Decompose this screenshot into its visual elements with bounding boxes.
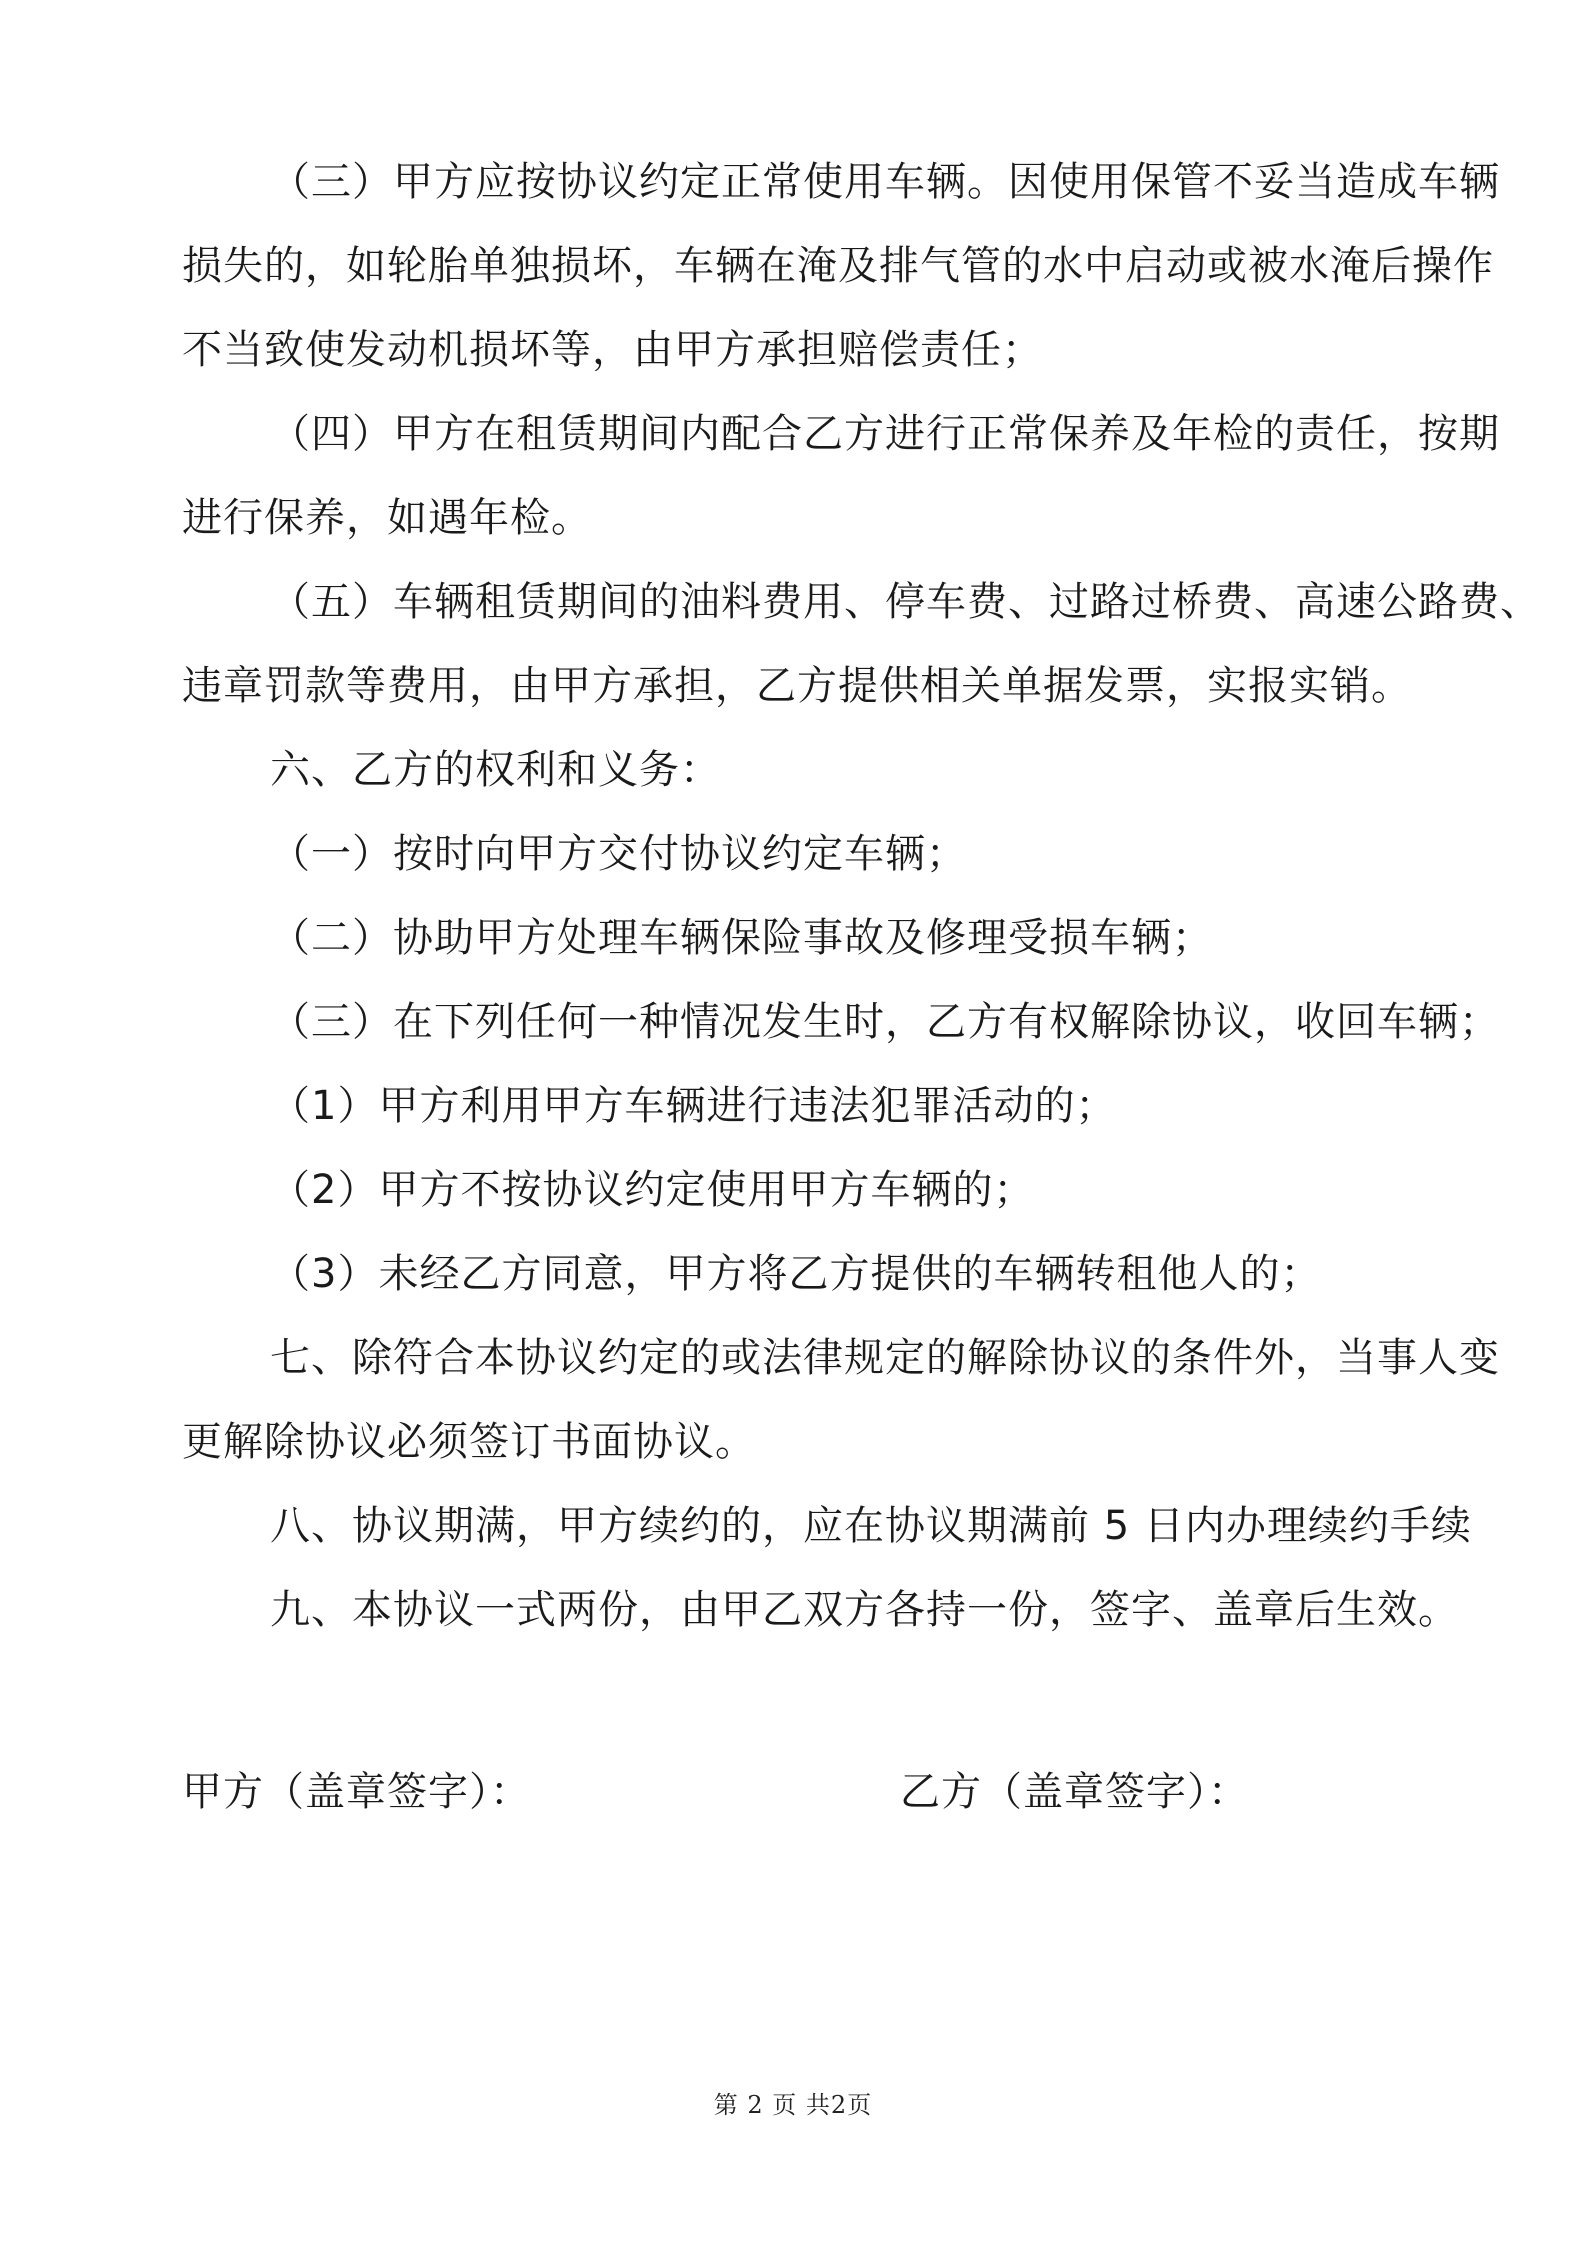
paragraph-line: 损失的，如轮胎单独损坏，车辆在淹及排气管的水中启动或被水淹后操作: [182, 243, 1494, 289]
paragraph-line: （2）甲方不按协议约定使用甲方车辆的；: [270, 1167, 1035, 1213]
paragraph-line: 不当致使发动机损坏等，由甲方承担赔偿责任；: [182, 327, 1043, 373]
paragraph-line: 进行保养，如遇年检。: [182, 495, 592, 541]
section-heading: 九、本协议一式两份，由甲乙双方各持一份，签字、盖章后生效。: [270, 1587, 1459, 1633]
paragraph-line: （四）甲方在租赁期间内配合乙方进行正常保养及年检的责任，按期: [270, 411, 1500, 457]
paragraph-line: 违章罚款等费用，由甲方承担，乙方提供相关单据发票，实报实销。: [182, 663, 1412, 709]
paragraph-line: 更解除协议必须签订书面协议。: [182, 1419, 756, 1465]
section-heading: 六、乙方的权利和义务：: [270, 747, 721, 793]
section-heading: 八、协议期满，甲方续约的，应在协议期满前 5 日内办理续约手续: [270, 1503, 1472, 1549]
section-heading: 七、除符合本协议约定的或法律规定的解除协议的条件外，当事人变: [270, 1335, 1500, 1381]
paragraph-line: （五）车辆租赁期间的油料费用、停车费、过路过桥费、高速公路费、: [270, 579, 1541, 625]
signature-party-b: 乙方（盖章签字）：: [900, 1769, 1249, 1815]
page-footer: 第 2 页 共2页: [713, 2091, 873, 2119]
paragraph-line: （三）甲方应按协议约定正常使用车辆。因使用保管不妥当造成车辆: [270, 159, 1500, 205]
paragraph-line: （3）未经乙方同意，甲方将乙方提供的车辆转租他人的；: [270, 1251, 1322, 1297]
paragraph-line: （1）甲方利用甲方车辆进行违法犯罪活动的；: [270, 1083, 1117, 1129]
paragraph-line: （一）按时向甲方交付协议约定车辆；: [270, 831, 967, 877]
signature-party-a: 甲方（盖章签字）：: [182, 1769, 531, 1815]
paragraph-line: （二）协助甲方处理车辆保险事故及修理受损车辆；: [270, 915, 1213, 961]
paragraph-line: （三）在下列任何一种情况发生时，乙方有权解除协议，收回车辆；: [270, 999, 1500, 1045]
